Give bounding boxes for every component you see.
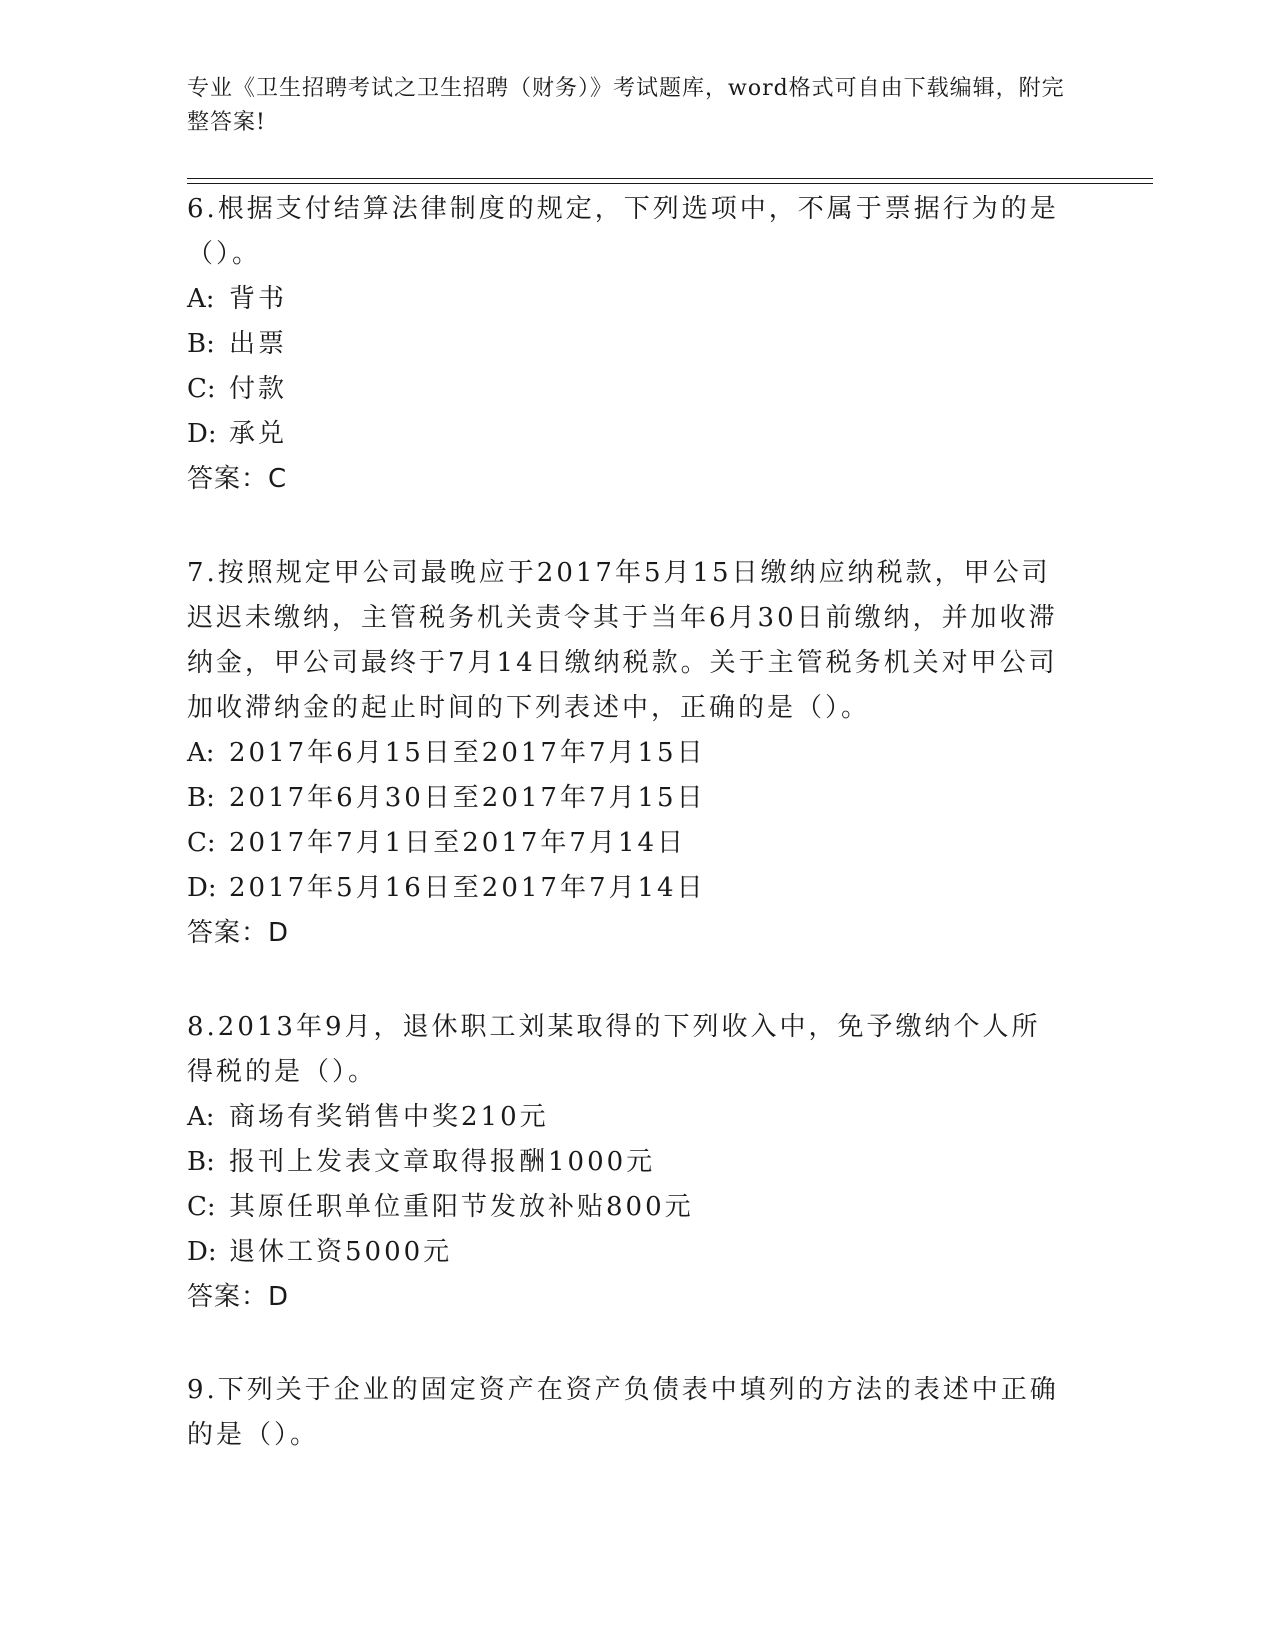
option-letter: C: xyxy=(187,1192,216,1222)
question-stem: 8.2013年9月，退休职工刘某取得的下列收入中，免予缴纳个人所得税的是（）。 xyxy=(187,1012,1041,1087)
question-stem: 6.根据支付结算法律制度的规定，下列选项中，不属于票据行为的是（）。 xyxy=(187,194,1059,269)
answer: 答案：C xyxy=(187,464,288,494)
header-divider-bottom xyxy=(187,183,1153,184)
option-text: 2017年7月1日至2017年7月14日 xyxy=(229,828,687,858)
option-letter: B: xyxy=(187,783,215,813)
option-a xyxy=(187,731,1067,776)
option-d xyxy=(187,412,1067,457)
option-a xyxy=(187,1095,1067,1140)
option-letter: B: xyxy=(187,329,215,359)
option-letter: A: xyxy=(187,284,215,314)
question-stem: 7.按照规定甲公司最晚应于2017年5月15日缴纳应纳税款，甲公司迟迟未缴纳，主管税务机关责令其于当年6月30日前缴纳，并加收滞纳金，甲公司最终于7月14日缴纳税款。关于主管税务机关对甲公司加收滞纳金的起止时间的下列表述中，正确的是（）。 xyxy=(187,558,1058,723)
option-text: 2017年5月16日至2017年7月14日 xyxy=(229,873,706,903)
option-letter: C: xyxy=(187,828,216,858)
option-letter: B: xyxy=(187,1147,215,1177)
option-text: 2017年6月30日至2017年7月15日 xyxy=(229,783,706,813)
answer: 答案：D xyxy=(187,1282,290,1312)
option-c xyxy=(187,367,1067,412)
answer: 答案：D xyxy=(187,918,290,948)
option-letter: D: xyxy=(187,1237,217,1267)
question-6 xyxy=(187,187,1067,502)
option-letter: C: xyxy=(187,374,216,404)
option-text: 背书 xyxy=(229,284,288,314)
option-a xyxy=(187,277,1067,322)
option-letter: D: xyxy=(187,873,217,903)
option-text: 退休工资5000元 xyxy=(229,1237,453,1267)
option-text: 报刊上发表文章取得报酬1000元 xyxy=(229,1147,656,1177)
option-text: 付款 xyxy=(229,374,288,404)
option-b xyxy=(187,322,1067,367)
question-8 xyxy=(187,1005,1067,1320)
option-text: 商场有奖销售中奖210元 xyxy=(229,1102,549,1132)
question-9 xyxy=(187,1368,1067,1458)
document-header: 专业《卫生招聘考试之卫生招聘（财务）》考试题库，word格式可自由下载编辑，附完整答案! xyxy=(187,76,1065,135)
option-b xyxy=(187,1140,1067,1185)
option-b xyxy=(187,776,1067,821)
header-divider-top xyxy=(187,178,1153,179)
option-d xyxy=(187,1230,1067,1275)
option-text: 出票 xyxy=(229,329,288,359)
option-text: 2017年6月15日至2017年7月15日 xyxy=(229,738,706,768)
option-letter: A: xyxy=(187,738,215,768)
option-text: 其原任职单位重阳节发放补贴800元 xyxy=(229,1192,694,1222)
question-stem: 9.下列关于企业的固定资产在资产负债表中填列的方法的表述中正确的是（）。 xyxy=(187,1375,1059,1450)
option-letter: A: xyxy=(187,1102,215,1132)
option-text: 承兑 xyxy=(229,419,288,449)
option-letter: D: xyxy=(187,419,217,449)
option-d xyxy=(187,866,1067,911)
option-c xyxy=(187,1185,1067,1230)
question-7 xyxy=(187,551,1067,956)
option-c xyxy=(187,821,1067,866)
